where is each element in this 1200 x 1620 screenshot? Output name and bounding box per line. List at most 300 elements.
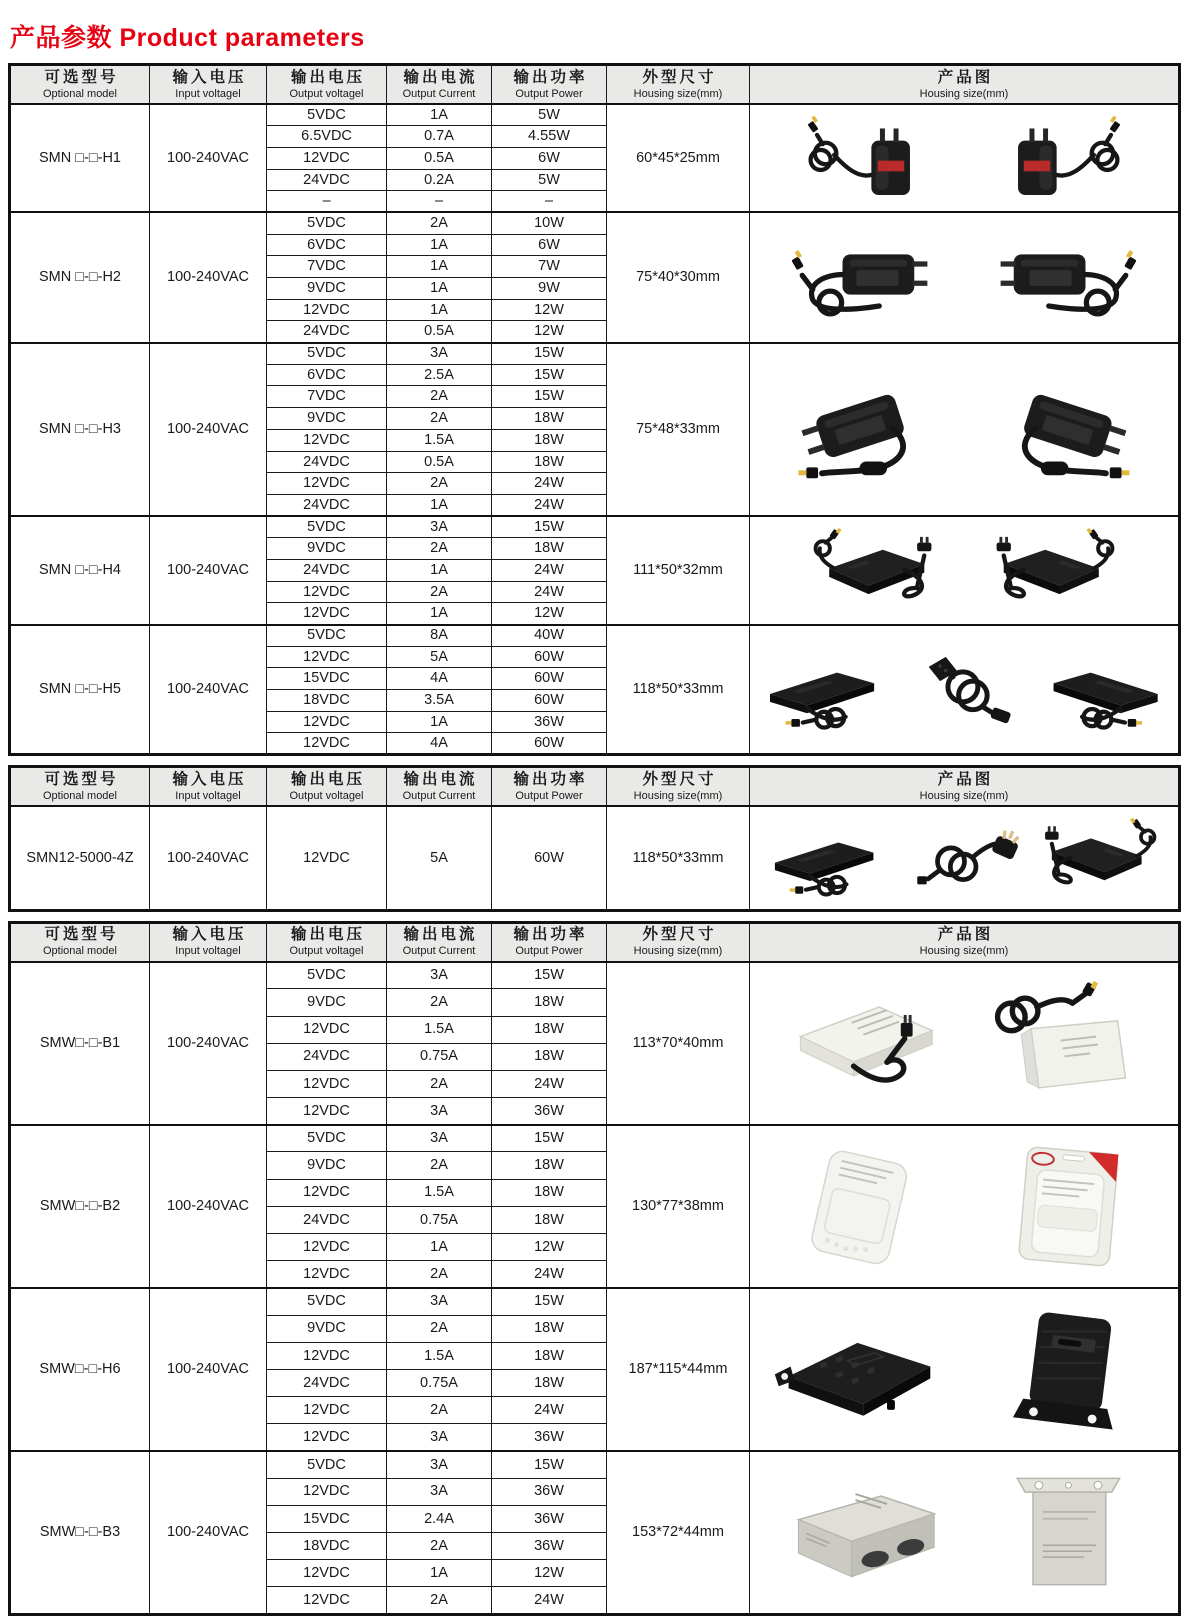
output-power-cell: 12W: [492, 321, 607, 343]
output-voltage-cell: 5VDC: [267, 1288, 387, 1315]
output-current-cell: 2A: [387, 1070, 492, 1097]
output-power-cell: 15W: [492, 962, 607, 989]
column-header-zh: 输入电压: [172, 926, 247, 944]
output-power-cell: 18W: [492, 1342, 607, 1369]
output-current-cell: 3A: [387, 1478, 492, 1505]
output-current-cell: 3A: [387, 962, 492, 989]
column-header-zh: 输出功率: [513, 926, 588, 944]
output-current-cell: 1A: [387, 494, 492, 516]
model-cell: SMN □-□-H1: [10, 104, 150, 212]
column-header-current: [387, 922, 492, 962]
output-current-cell: 0.2A: [387, 169, 492, 191]
output-voltage-cell: 24VDC: [267, 559, 387, 581]
column-header-en: Housing size(mm): [633, 87, 723, 100]
column-header-housing: [607, 922, 750, 962]
column-header-zh: 可选型号: [44, 926, 119, 944]
product-photo-cell: [750, 806, 1180, 910]
product-illustration-cordPlug: [897, 814, 1032, 902]
input-voltage-cell: 100-240VAC: [150, 1451, 267, 1614]
output-current-cell: 1A: [387, 299, 492, 321]
output-voltage-cell: 12VDC: [267, 711, 387, 733]
output-current-cell: 2A: [387, 408, 492, 430]
product-photos: [750, 1296, 1178, 1443]
output-power-cell: 15W: [492, 1451, 607, 1478]
product-illustration-boxBlackB: [970, 1296, 1167, 1443]
output-voltage-cell: 12VDC: [267, 581, 387, 603]
output-voltage-cell: 12VDC: [267, 1587, 387, 1614]
column-header-zh: 产品图: [937, 770, 994, 788]
output-power-cell: 18W: [492, 451, 607, 473]
output-power-cell: 18W: [492, 1315, 607, 1342]
product-photos: [750, 1133, 1178, 1280]
output-voltage-cell: 9VDC: [267, 278, 387, 300]
output-power-cell: 9W: [492, 278, 607, 300]
output-power-cell: 4.55W: [492, 126, 607, 148]
product-photos: [750, 632, 1178, 746]
column-header-en: Housing size(mm): [919, 87, 1009, 100]
column-header-zh: 输出电压: [290, 68, 365, 86]
output-voltage-cell: 12VDC: [267, 1234, 387, 1261]
output-voltage-cell: 15VDC: [267, 1505, 387, 1532]
output-power-cell: 40W: [492, 625, 607, 647]
output-voltage-cell: 12VDC: [267, 1397, 387, 1424]
table-row: [10, 962, 1180, 989]
housing-size-cell: 60*45*25mm: [607, 104, 750, 212]
column-header-housing: [607, 767, 750, 807]
column-header-zh: 输出电流: [403, 770, 478, 788]
output-current-cell: 2A: [387, 1261, 492, 1288]
product-photo-cell: [750, 343, 1180, 517]
output-current-cell: 1.5A: [387, 1179, 492, 1206]
output-voltage-cell: 24VDC: [267, 1206, 387, 1233]
table-row: [10, 625, 1180, 647]
column-header-current: [387, 767, 492, 807]
output-power-cell: –: [492, 191, 607, 213]
output-voltage-cell: 9VDC: [267, 1152, 387, 1179]
output-current-cell: 2A: [387, 581, 492, 603]
product-illustration-desk: [797, 524, 940, 617]
output-voltage-cell: 12VDC: [267, 429, 387, 451]
output-current-cell: 0.7A: [387, 126, 492, 148]
output-power-cell: 18W: [492, 429, 607, 451]
output-current-cell: 1A: [387, 104, 492, 126]
product-illustration-plugH2: [977, 221, 1152, 335]
product-illustration-plugV2: [988, 112, 1131, 205]
output-current-cell: 1A: [387, 603, 492, 625]
housing-size-cell: 113*70*40mm: [607, 962, 750, 1125]
column-header-en: Housing size(mm): [919, 789, 1009, 802]
output-power-cell: 6W: [492, 147, 607, 169]
output-voltage-cell: 9VDC: [267, 989, 387, 1016]
column-header-en: Output Current: [402, 945, 476, 958]
output-current-cell: 0.75A: [387, 1206, 492, 1233]
output-voltage-cell: 12VDC: [267, 1016, 387, 1043]
output-voltage-cell: 9VDC: [267, 538, 387, 560]
output-voltage-cell: 5VDC: [267, 343, 387, 365]
column-header-photo: [750, 922, 1180, 962]
product-illustration-blister: [970, 1133, 1167, 1280]
product-illustration-boxGreyA: [761, 1459, 958, 1606]
product-illustration-desk2: [1037, 814, 1172, 902]
model-cell: SMN12-5000-4Z: [10, 806, 150, 910]
output-voltage-cell: 6VDC: [267, 234, 387, 256]
output-current-cell: 4A: [387, 668, 492, 690]
column-header-zh: 外型尺寸: [642, 68, 717, 86]
output-current-cell: 3A: [387, 516, 492, 538]
output-voltage-cell: 12VDC: [267, 1070, 387, 1097]
output-power-cell: 15W: [492, 1288, 607, 1315]
output-power-cell: 18W: [492, 1043, 607, 1070]
input-voltage-cell: 100-240VAC: [150, 1125, 267, 1288]
product-photo-cell: [750, 1125, 1180, 1288]
spec-table-smw-series: [8, 921, 1181, 1616]
output-current-cell: 3A: [387, 1451, 492, 1478]
output-current-cell: 5A: [387, 806, 492, 910]
model-cell: SMN □-□-H3: [10, 343, 150, 517]
output-current-cell: 2.5A: [387, 364, 492, 386]
output-voltage-cell: 24VDC: [267, 1043, 387, 1070]
column-header-en: Output voltagel: [289, 945, 364, 958]
product-photos: [750, 221, 1178, 335]
output-voltage-cell: 5VDC: [267, 625, 387, 647]
product-photo-cell: [750, 212, 1180, 342]
column-header-en: Output Power: [515, 87, 583, 100]
product-photo-cell: [750, 104, 1180, 212]
output-power-cell: 18W: [492, 1206, 607, 1233]
output-power-cell: 15W: [492, 386, 607, 408]
output-current-cell: 2A: [387, 538, 492, 560]
header-row: [10, 767, 1180, 807]
input-voltage-cell: 100-240VAC: [150, 1288, 267, 1451]
column-header-zh: 输出电流: [403, 926, 478, 944]
housing-size-cell: 75*40*30mm: [607, 212, 750, 342]
product-illustration-plugV: [797, 112, 940, 205]
output-power-cell: 7W: [492, 256, 607, 278]
product-photo-cell: [750, 1451, 1180, 1614]
housing-size-cell: 75*48*33mm: [607, 343, 750, 517]
output-current-cell: 3A: [387, 1098, 492, 1125]
column-header-voltage: [267, 65, 387, 105]
product-illustration-cordIEC: [893, 632, 1036, 746]
column-header-en: Output Current: [402, 87, 476, 100]
output-current-cell: 0.5A: [387, 321, 492, 343]
output-voltage-cell: 6VDC: [267, 364, 387, 386]
output-voltage-cell: 12VDC: [267, 1098, 387, 1125]
housing-size-cell: 118*50*33mm: [607, 625, 750, 755]
product-illustration-boxGreyB: [970, 1459, 1167, 1606]
output-power-cell: 24W: [492, 581, 607, 603]
column-header-photo: [750, 767, 1180, 807]
column-header-en: Output voltagel: [289, 87, 364, 100]
output-power-cell: 18W: [492, 1016, 607, 1043]
output-power-cell: 15W: [492, 516, 607, 538]
input-voltage-cell: 100-240VAC: [150, 625, 267, 755]
column-header-zh: 输出电压: [290, 770, 365, 788]
column-header-en: Output Current: [402, 789, 476, 802]
column-header-en: Housing size(mm): [633, 789, 723, 802]
output-voltage-cell: 5VDC: [267, 516, 387, 538]
output-current-cell: 1.5A: [387, 1016, 492, 1043]
output-current-cell: 3A: [387, 343, 492, 365]
table-row: [10, 343, 1180, 365]
output-voltage-cell: 12VDC: [267, 733, 387, 755]
output-power-cell: 60W: [492, 733, 607, 755]
output-voltage-cell: 15VDC: [267, 668, 387, 690]
output-power-cell: 60W: [492, 806, 607, 910]
output-power-cell: 36W: [492, 1098, 607, 1125]
output-power-cell: 12W: [492, 299, 607, 321]
product-photos: [750, 524, 1178, 617]
output-voltage-cell: 24VDC: [267, 321, 387, 343]
output-power-cell: 36W: [492, 1533, 607, 1560]
column-header-power: [492, 65, 607, 105]
output-power-cell: 60W: [492, 668, 607, 690]
column-header-en: Optional model: [43, 789, 117, 802]
output-voltage-cell: 12VDC: [267, 646, 387, 668]
column-header-voltage: [267, 922, 387, 962]
product-illustration-plugDiag: [761, 354, 958, 504]
output-current-cell: 0.75A: [387, 1043, 492, 1070]
column-header-zh: 输入电压: [172, 68, 247, 86]
output-power-cell: 18W: [492, 1152, 607, 1179]
output-current-cell: 0.75A: [387, 1369, 492, 1396]
output-voltage-cell: 12VDC: [267, 473, 387, 495]
output-voltage-cell: 18VDC: [267, 690, 387, 712]
product-photo-cell: [750, 1288, 1180, 1451]
column-header-zh: 输入电压: [172, 770, 247, 788]
output-current-cell: 1.5A: [387, 429, 492, 451]
table-row: [10, 212, 1180, 234]
output-voltage-cell: –: [267, 191, 387, 213]
output-voltage-cell: 12VDC: [267, 1261, 387, 1288]
column-header-input: [150, 767, 267, 807]
output-current-cell: 0.5A: [387, 451, 492, 473]
output-voltage-cell: 5VDC: [267, 1451, 387, 1478]
column-header-zh: 输出功率: [513, 770, 588, 788]
product-photos: [750, 814, 1178, 902]
product-photo-cell: [750, 625, 1180, 755]
output-voltage-cell: 12VDC: [267, 603, 387, 625]
output-current-cell: 2A: [387, 386, 492, 408]
model-cell: SMW□-□-B1: [10, 962, 150, 1125]
product-illustration-brick: [750, 632, 893, 746]
output-voltage-cell: 24VDC: [267, 1369, 387, 1396]
model-cell: SMW□-□-B3: [10, 1451, 150, 1614]
output-power-cell: 60W: [492, 646, 607, 668]
input-voltage-cell: 100-240VAC: [150, 212, 267, 342]
column-header-zh: 外型尺寸: [642, 926, 717, 944]
output-voltage-cell: 5VDC: [267, 104, 387, 126]
column-header-en: Input voltagel: [175, 87, 241, 100]
output-voltage-cell: 9VDC: [267, 1315, 387, 1342]
output-current-cell: 5A: [387, 646, 492, 668]
column-header-en: Output Power: [515, 945, 583, 958]
model-cell: SMN □-□-H4: [10, 516, 150, 624]
model-cell: SMN □-□-H5: [10, 625, 150, 755]
output-power-cell: 24W: [492, 473, 607, 495]
column-header-en: Housing size(mm): [633, 945, 723, 958]
output-power-cell: 24W: [492, 1587, 607, 1614]
column-header-model: [10, 922, 150, 962]
output-voltage-cell: 12VDC: [267, 1478, 387, 1505]
output-power-cell: 12W: [492, 1560, 607, 1587]
spec-table-smn-h-series: [8, 63, 1181, 756]
output-power-cell: 6W: [492, 234, 607, 256]
output-voltage-cell: 7VDC: [267, 256, 387, 278]
output-current-cell: 1A: [387, 1234, 492, 1261]
output-current-cell: 2A: [387, 1587, 492, 1614]
output-current-cell: 3A: [387, 1125, 492, 1152]
output-current-cell: 4A: [387, 733, 492, 755]
column-header-housing: [607, 65, 750, 105]
input-voltage-cell: 100-240VAC: [150, 806, 267, 910]
output-current-cell: –: [387, 191, 492, 213]
output-current-cell: 1A: [387, 1560, 492, 1587]
output-power-cell: 5W: [492, 169, 607, 191]
output-voltage-cell: 5VDC: [267, 212, 387, 234]
product-illustration-whiteCurve: [761, 1133, 958, 1280]
output-power-cell: 24W: [492, 1397, 607, 1424]
product-illustration-plugH: [776, 221, 951, 335]
output-power-cell: 24W: [492, 1070, 607, 1097]
output-power-cell: 12W: [492, 603, 607, 625]
output-current-cell: 1A: [387, 234, 492, 256]
column-header-input: [150, 922, 267, 962]
output-voltage-cell: 12VDC: [267, 147, 387, 169]
output-current-cell: 2A: [387, 989, 492, 1016]
column-header-en: Optional model: [43, 87, 117, 100]
output-power-cell: 36W: [492, 711, 607, 733]
output-current-cell: 3.5A: [387, 690, 492, 712]
output-voltage-cell: 12VDC: [267, 1342, 387, 1369]
column-header-en: Output Power: [515, 789, 583, 802]
column-header-en: Optional model: [43, 945, 117, 958]
output-current-cell: 1A: [387, 559, 492, 581]
output-voltage-cell: 12VDC: [267, 1424, 387, 1451]
table-row: [10, 806, 1180, 910]
output-power-cell: 24W: [492, 1261, 607, 1288]
output-power-cell: 60W: [492, 690, 607, 712]
product-illustration-whiteBoxA: [761, 970, 958, 1117]
product-illustration-plugDiag2: [970, 354, 1167, 504]
output-power-cell: 15W: [492, 364, 607, 386]
column-header-power: [492, 767, 607, 807]
output-voltage-cell: 7VDC: [267, 386, 387, 408]
input-voltage-cell: 100-240VAC: [150, 343, 267, 517]
output-power-cell: 18W: [492, 1369, 607, 1396]
output-voltage-cell: 24VDC: [267, 451, 387, 473]
output-voltage-cell: 24VDC: [267, 494, 387, 516]
column-header-photo: [750, 65, 1180, 105]
output-voltage-cell: 18VDC: [267, 1533, 387, 1560]
input-voltage-cell: 100-240VAC: [150, 104, 267, 212]
output-power-cell: 36W: [492, 1505, 607, 1532]
table-row: [10, 1288, 1180, 1315]
output-voltage-cell: 9VDC: [267, 408, 387, 430]
column-header-model: [10, 65, 150, 105]
output-current-cell: 1A: [387, 256, 492, 278]
output-voltage-cell: 12VDC: [267, 1179, 387, 1206]
output-voltage-cell: 24VDC: [267, 169, 387, 191]
housing-size-cell: 187*115*44mm: [607, 1288, 750, 1451]
output-current-cell: 2A: [387, 1397, 492, 1424]
column-header-zh: 外型尺寸: [642, 770, 717, 788]
column-header-zh: 输出功率: [513, 68, 588, 86]
output-current-cell: 1.5A: [387, 1342, 492, 1369]
product-illustration-whiteBoxB: [970, 970, 1167, 1117]
page-title: 产品参数 Product parameters: [10, 24, 365, 52]
output-power-cell: 18W: [492, 1179, 607, 1206]
column-header-zh: 可选型号: [44, 68, 119, 86]
output-power-cell: 15W: [492, 1125, 607, 1152]
output-power-cell: 24W: [492, 494, 607, 516]
column-header-power: [492, 922, 607, 962]
housing-size-cell: 111*50*32mm: [607, 516, 750, 624]
output-current-cell: 1A: [387, 711, 492, 733]
output-current-cell: 2A: [387, 473, 492, 495]
product-photo-cell: [750, 516, 1180, 624]
column-header-voltage: [267, 767, 387, 807]
input-voltage-cell: 100-240VAC: [150, 516, 267, 624]
model-cell: SMW□-□-B2: [10, 1125, 150, 1288]
column-header-en: Input voltagel: [175, 789, 241, 802]
product-photo-cell: [750, 962, 1180, 1125]
product-photos: [750, 970, 1178, 1117]
column-header-en: Input voltagel: [175, 945, 241, 958]
column-header-input: [150, 65, 267, 105]
column-header-zh: 可选型号: [44, 770, 119, 788]
output-current-cell: 2A: [387, 1533, 492, 1560]
input-voltage-cell: 100-240VAC: [150, 962, 267, 1125]
output-current-cell: 1A: [387, 278, 492, 300]
housing-size-cell: 153*72*44mm: [607, 1451, 750, 1614]
column-header-zh: 输出电压: [290, 926, 365, 944]
product-photos: [750, 354, 1178, 504]
table-row: [10, 1451, 1180, 1478]
output-current-cell: 8A: [387, 625, 492, 647]
product-illustration-brick: [756, 814, 891, 902]
output-power-cell: 18W: [492, 989, 607, 1016]
product-illustration-desk2: [988, 524, 1131, 617]
column-header-current: [387, 65, 492, 105]
output-power-cell: 24W: [492, 559, 607, 581]
output-power-cell: 18W: [492, 538, 607, 560]
column-header-zh: 输出电流: [403, 68, 478, 86]
output-current-cell: 2.4A: [387, 1505, 492, 1532]
output-power-cell: 36W: [492, 1424, 607, 1451]
product-photos: [750, 112, 1178, 205]
product-illustration-boxBlackA: [761, 1296, 958, 1443]
output-current-cell: 2A: [387, 1152, 492, 1179]
output-voltage-cell: 12VDC: [267, 1560, 387, 1587]
housing-size-cell: 118*50*33mm: [607, 806, 750, 910]
column-header-model: [10, 767, 150, 807]
table-row: [10, 1125, 1180, 1152]
output-voltage-cell: 12VDC: [267, 299, 387, 321]
model-cell: SMW□-□-H6: [10, 1288, 150, 1451]
output-voltage-cell: 5VDC: [267, 1125, 387, 1152]
header-row: [10, 922, 1180, 962]
column-header-zh: 产品图: [937, 926, 994, 944]
product-illustration-brick2: [1035, 632, 1178, 746]
output-power-cell: 15W: [492, 343, 607, 365]
product-photos: [750, 1459, 1178, 1606]
housing-size-cell: 130*77*38mm: [607, 1125, 750, 1288]
output-power-cell: 10W: [492, 212, 607, 234]
output-power-cell: 36W: [492, 1478, 607, 1505]
output-current-cell: 3A: [387, 1288, 492, 1315]
column-header-en: Output voltagel: [289, 789, 364, 802]
